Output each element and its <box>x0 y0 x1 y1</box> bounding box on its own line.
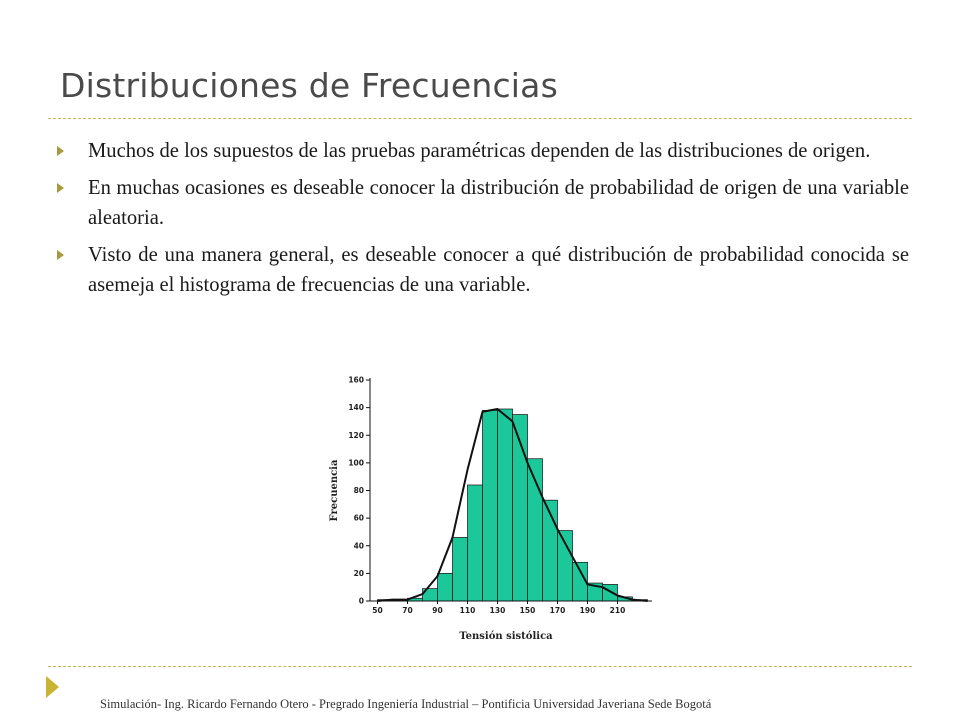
y-tick-label: 160 <box>348 375 364 385</box>
bullet-list <box>57 136 909 307</box>
histogram-svg <box>320 368 660 653</box>
footer-text: Simulación- Ing. Ricardo Fernando Otero - Pregrado Ingeniería Industrial – Pontificia Universidad Javeriana Sede Bogotá <box>100 697 712 711</box>
title-divider <box>48 118 912 119</box>
x-tick-label: 90 <box>432 606 443 615</box>
footer-divider <box>48 666 912 667</box>
y-tick-label: 120 <box>348 430 364 440</box>
histogram-bar <box>483 410 498 601</box>
histogram-bar <box>453 537 468 601</box>
y-tick-label: 60 <box>353 513 364 523</box>
bullet-item <box>57 136 909 166</box>
x-tick-label: 170 <box>549 606 566 615</box>
x-tick-label: 190 <box>579 606 596 615</box>
triangle-bullet-icon <box>57 250 64 260</box>
y-tick-label: 20 <box>353 568 364 578</box>
y-tick-label: 0 <box>358 596 364 606</box>
bullet-text: Muchos de los supuestos de las pruebas paramétricas dependen de las distribuciones de origen. <box>88 140 871 162</box>
x-tick-label: 50 <box>372 606 383 615</box>
x-tick-label: 70 <box>402 606 413 615</box>
x-tick-label: 130 <box>489 606 506 615</box>
footer-triangle-icon <box>46 676 59 698</box>
x-tick-label: 210 <box>609 606 626 615</box>
x-axis-label: Tensión sistólica <box>459 631 553 642</box>
bullet-item <box>57 173 909 233</box>
histogram-bar <box>603 584 618 601</box>
y-axis-label: Frecuencia <box>329 459 340 522</box>
histogram-chart <box>320 368 660 653</box>
bullet-text: En muchas ocasiones es deseable conocer la distribución de probabilidad de origen de una variable aleatoria. <box>88 177 909 229</box>
y-tick-label: 140 <box>348 403 364 413</box>
bullet-item <box>57 240 909 300</box>
histogram-bar <box>498 409 513 601</box>
y-tick-label: 80 <box>353 486 364 495</box>
y-tick-label: 40 <box>353 541 364 551</box>
triangle-bullet-icon <box>57 146 64 156</box>
x-tick-label: 110 <box>459 606 476 615</box>
y-tick-label: 100 <box>348 458 364 468</box>
bullet-text: Visto de una manera general, es deseable conocer a qué distribución de probabilidad conocida se asemeja el histograma de frecuencias de una variable. <box>88 244 909 296</box>
slide-title: Distribuciones de Frecuencias <box>60 66 558 105</box>
x-tick-label: 150 <box>519 606 536 615</box>
histogram-bar <box>438 573 453 601</box>
triangle-bullet-icon <box>57 183 64 193</box>
histogram-bar <box>468 485 483 601</box>
